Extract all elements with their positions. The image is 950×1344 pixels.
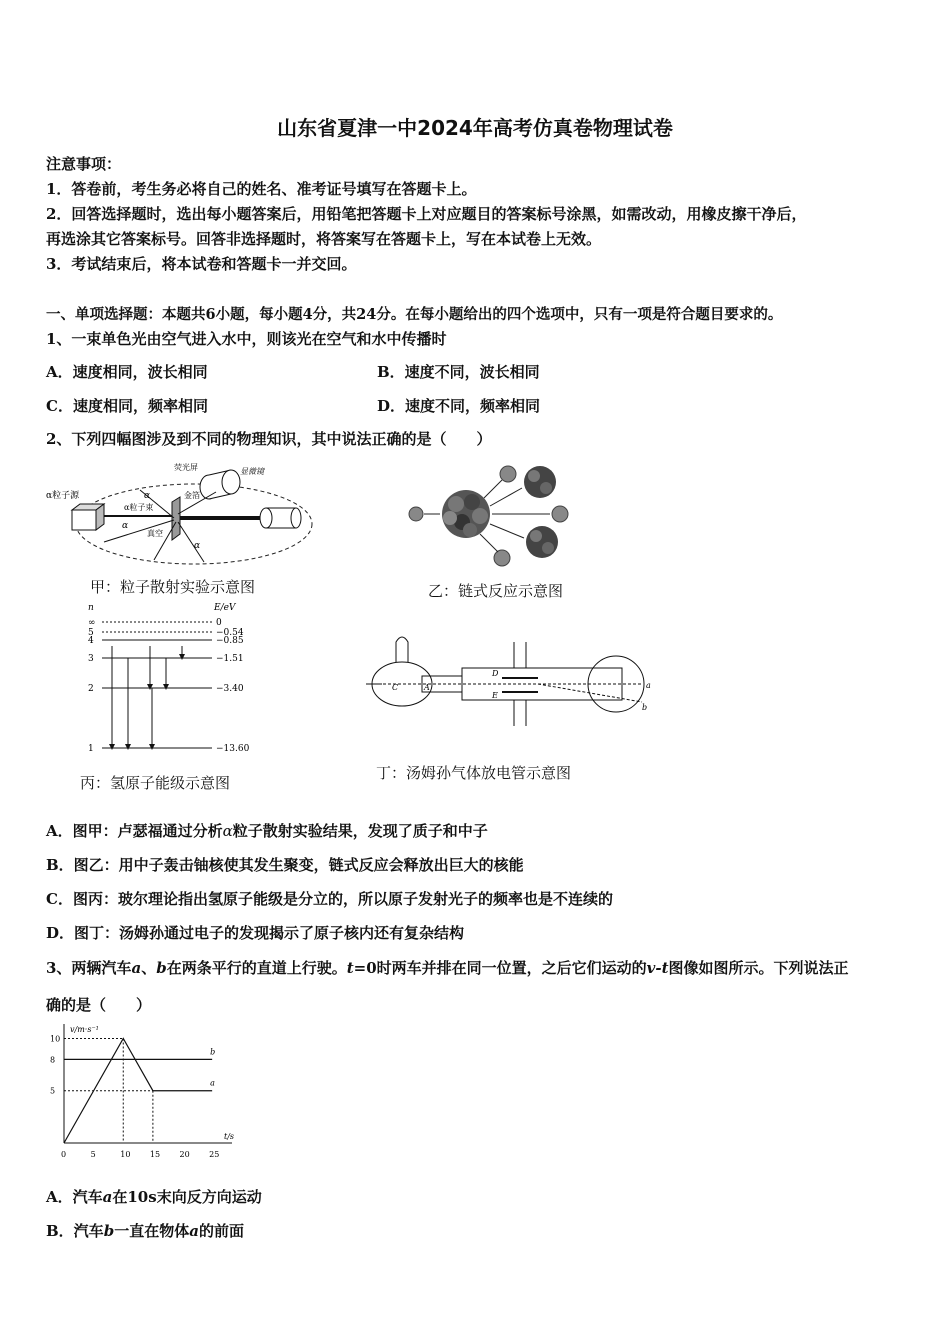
x-tick-label: 20 — [179, 1150, 190, 1159]
label-a-electrode: A — [424, 683, 430, 692]
y-tick-label: 5 — [50, 1086, 56, 1096]
y-tick-label: 8 — [50, 1055, 56, 1065]
level-n-label: 1 — [88, 744, 94, 754]
label-alpha-3: α — [194, 541, 201, 551]
y-axis-label: v/m·s⁻¹ — [70, 1025, 99, 1034]
figure-thomson-tube — [362, 628, 662, 738]
label-vacuum: 真空 — [147, 529, 163, 538]
y-tick-label: 10 — [50, 1034, 61, 1044]
q2-option-d: D．图丁：汤姆孙通过电子的发现揭示了原子核内还有复杂结构 — [46, 924, 465, 942]
notice-item-2b: 再选涂其它答案标号。回答非选择题时，将答案写在答题卡上，写在本试卷上无效。 — [46, 230, 602, 248]
q3-option-a: A．汽车a在10s末向反方向运动 — [46, 1188, 262, 1206]
caption-ding: 丁：汤姆孙气体放电管示意图 — [376, 764, 572, 782]
label-foil: 金箔 — [184, 491, 200, 500]
level-n-label: 5 — [88, 628, 94, 638]
label-beam: α粒子束 — [124, 503, 154, 512]
caption-jia: 甲：粒子散射实验示意图 — [90, 578, 256, 596]
axis-label-n: n — [88, 603, 94, 613]
uranium-nucleus-icon — [442, 490, 490, 538]
x-axis-label: t/s — [224, 1132, 235, 1141]
q2-option-c: C．图丙：玻尔理论指出氢原子能级是分立的，所以原子发射光子的频率也是不连续的 — [46, 890, 613, 908]
fragment-bottom-icon — [526, 526, 558, 558]
fragment-top-icon — [524, 466, 556, 498]
label-b-beam: b — [642, 703, 648, 712]
level-e-label: 0 — [216, 618, 222, 628]
label-d: D — [492, 669, 499, 678]
level-e-label: −1.51 — [216, 654, 244, 664]
level-n-label: ∞ — [88, 618, 96, 628]
level-n-label: 3 — [88, 654, 94, 664]
label-alpha-2: α — [122, 521, 129, 531]
label-c: C — [392, 683, 399, 692]
x-tick-label: 10 — [120, 1150, 131, 1159]
q3-stem-line2: 确的是（ ） — [46, 996, 152, 1014]
x-tick-label: 25 — [209, 1150, 220, 1159]
q1-option-c: C．速度相同，频率相同 — [46, 397, 208, 415]
gold-foil-icon — [172, 497, 180, 540]
label-microscope: 显微镜 — [240, 467, 264, 476]
q1-option-d: D．速度不同，频率相同 — [377, 397, 541, 415]
level-n-label: 4 — [88, 636, 94, 646]
q2-option-a: A．图甲：卢瑟福通过分析α粒子散射实验结果，发现了质子和中子 — [46, 822, 488, 840]
figure-chain-reaction — [400, 458, 580, 573]
x-tick-label: 5 — [90, 1150, 96, 1159]
x-tick-label: 15 — [149, 1150, 161, 1159]
notice-item-3: 3．考试结束后，将本试卷和答题卡一并交回。 — [46, 255, 357, 273]
q1-stem: 1、一束单色光由空气进入水中，则该光在空气和水中传播时 — [46, 330, 447, 348]
figure-energy-levels — [84, 600, 264, 760]
source-box-icon — [72, 504, 104, 530]
label-e: E — [492, 691, 498, 700]
level-e-label: −0.54 — [216, 628, 244, 638]
level-e-label: −13.60 — [216, 744, 250, 754]
caption-bing: 丙：氢原子能级示意图 — [80, 774, 231, 792]
label-source: α粒子源 — [46, 491, 80, 501]
screen-cylinder-icon — [200, 470, 240, 499]
q3-option-b: B．汽车b一直在物体a的前面 — [46, 1222, 244, 1240]
q1-option-b: B．速度不同，波长相同 — [377, 363, 540, 381]
series-label-b: b — [210, 1047, 216, 1057]
series-line-a — [64, 1038, 212, 1143]
page-title: 山东省夏津一中2024年高考仿真卷物理试卷 — [277, 116, 673, 140]
figure-alpha-scattering — [44, 462, 319, 570]
microscope-icon — [260, 508, 301, 528]
section-heading: 一、单项选择题：本题共6小题，每小题4分，共24分。在每小题给出的四个选项中，只有一项是符合题目要求的。 — [46, 306, 783, 323]
level-e-label: −0.85 — [216, 636, 244, 646]
discharge-tube-icon — [366, 637, 644, 726]
notice-heading: 注意事项： — [46, 155, 122, 173]
x-tick-label: 0 — [61, 1150, 67, 1159]
level-e-label: −3.40 — [216, 684, 244, 694]
label-a-beam: a — [646, 681, 651, 690]
series-label-a: a — [210, 1078, 215, 1088]
q3-stem-line1: 3、两辆汽车a、b在两条平行的直道上行驶。t=0时两车并排在同一位置，之后它们运动的v-t图像如图所示。下列说法正 — [46, 959, 849, 977]
notice-item-2a: 2．回答选择题时，选出每小题答案后，用铅笔把答题卡上对应题目的答案标号涂黑，如需改动，用橡皮擦干净后， — [46, 205, 807, 223]
caption-yi: 乙：链式反应示意图 — [428, 582, 564, 600]
axis-label-e: E/eV — [214, 603, 236, 613]
vt-chart — [42, 1020, 242, 1165]
notice-item-1: 1．答卷前，考生务必将自己的姓名、准考证号填写在答题卡上。 — [46, 180, 477, 198]
label-alpha-1: α — [144, 491, 151, 501]
q2-option-b: B．图乙：用中子轰击铀核使其发生聚变，链式反应会释放出巨大的核能 — [46, 856, 524, 874]
level-n-label: 2 — [88, 684, 94, 694]
q1-option-a: A．速度相同，波长相同 — [46, 363, 208, 381]
q2-stem: 2、下列四幅图涉及到不同的物理知识，其中说法正确的是（ ） — [46, 430, 492, 448]
label-screen: 荧光屏 — [174, 463, 198, 472]
